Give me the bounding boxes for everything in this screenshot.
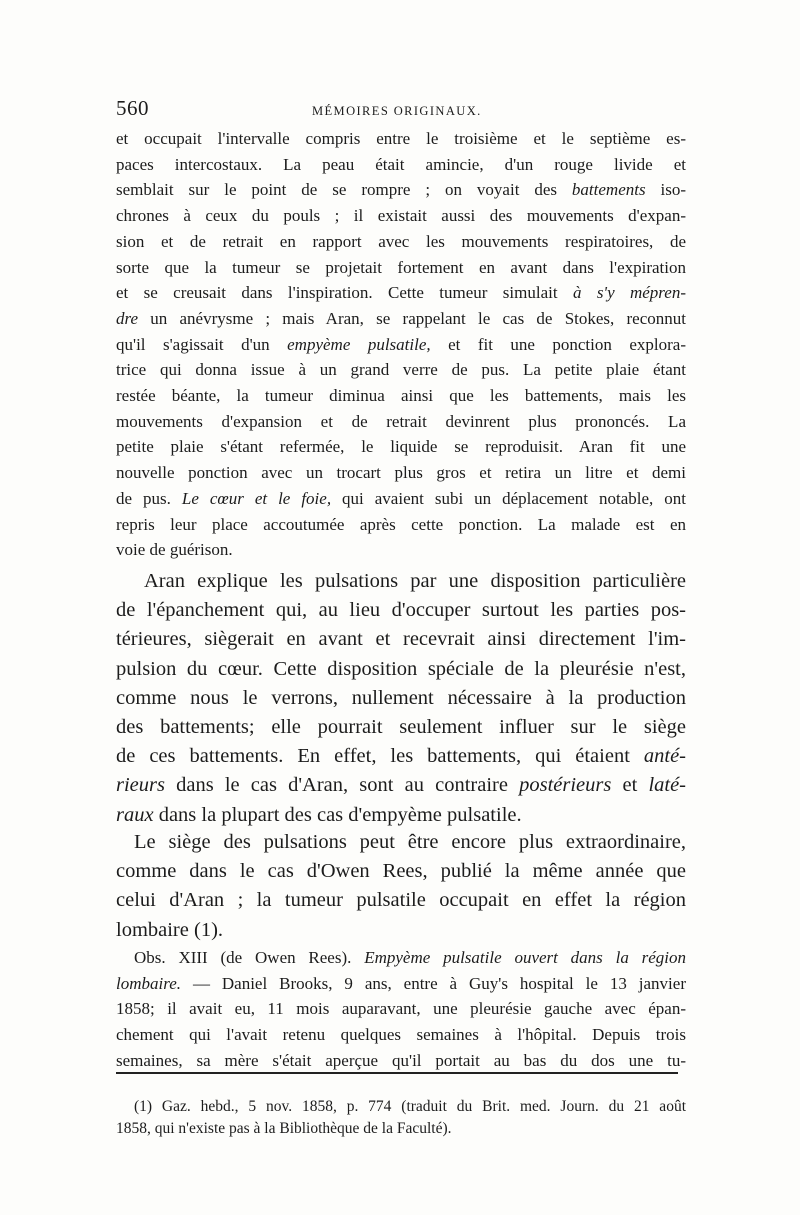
text-line: de ces battements. En effet, les battements, qui étaient anté- (116, 745, 686, 768)
text-line: nouvelle ponction avec un trocart plus gros et retira un litre et demi (116, 463, 686, 483)
page-header (116, 96, 686, 126)
italic-text: lombaire. (116, 973, 182, 993)
text-line: sorte que la tumeur se projetait fortement en avant dans l'expiration (116, 257, 686, 277)
italic-text: Empyème pulsatile ouvert dans la région (364, 948, 687, 967)
text-line: des battements; elle pourrait seulement influer sur le siège (116, 716, 686, 739)
italic-text: dre (116, 308, 139, 328)
text-line: pulsion du cœur. Cette disposition spéciale de la pleurésie n'est, (116, 657, 686, 680)
text-line: comme nous le verrons, nullement nécessaire à la production (116, 686, 686, 709)
text-line: celui d'Aran ; la tumeur pulsatile occupait en effet la région (116, 889, 686, 912)
italic-text: empyème pulsatile, (287, 334, 431, 354)
text-line: lombaire. — Daniel Brooks, 9 ans, entre à Guy's hospital le 13 janvier (116, 973, 686, 993)
text-line: sion et de retrait en rapport avec les mouvements respiratoires, de (116, 231, 686, 251)
text-line: paces intercostaux. La peau était amincie, d'un rouge livide et (116, 154, 686, 174)
italic-text: postérieurs (519, 774, 612, 797)
page-number: 560 (116, 96, 149, 120)
italic-text: rieurs (116, 774, 165, 797)
text-line: dre un anévrysme ; mais Aran, se rappelant le cas de Stokes, reconnut (116, 308, 686, 328)
paragraph-aran-explanation (116, 567, 686, 830)
text-line: Obs. XIII (de Owen Rees). Empyème pulsatile ouvert dans la région (134, 948, 687, 967)
text-line: semblait sur le point de se rompre ; on voyait des battements iso- (116, 180, 687, 200)
text-line: raux dans la plupart des cas d'empyème pulsatile. (116, 803, 522, 826)
text-line: qu'il s'agissait d'un empyème pulsatile, et fit une ponction explora- (116, 334, 686, 354)
footnote-divider (116, 1072, 678, 1074)
observation-xiii (116, 945, 686, 1074)
text-line: chrones à ceux du pouls ; il existait aussi des mouvements d'expan- (116, 206, 686, 226)
italic-text: battements (571, 180, 646, 200)
text-line: et occupait l'intervalle compris entre le troisième et le septième es- (116, 129, 686, 148)
text-line: et se creusait dans l'inspiration. Cette tumeur simulait à s'y mépren- (116, 283, 686, 303)
text-line: 1858; il avait eu, 11 mois auparavant, une pleurésie gauche avec épan- (116, 999, 686, 1019)
text-line: restée béante, la tumeur diminua ainsi que les battements, mais les (116, 386, 686, 406)
text-line: Aran explique les pulsations par une disposition particulière (144, 570, 686, 592)
text-line: mouvements d'expansion et de retrait devinrent plus prononcés. La (116, 411, 686, 431)
text-line: petite plaie s'étant refermée, le liquide se reproduisit. Aran fit une (116, 437, 686, 457)
italic-text: à s'y mépren- (572, 283, 686, 303)
italic-text: raux (116, 803, 154, 826)
footnote-line: (1) Gaz. hebd., 5 nov. 1858, p. 774 (traduit du Brit. med. Journ. du 21 août (134, 1098, 686, 1115)
italic-text: anté- (643, 745, 686, 768)
italic-text: laté- (648, 774, 687, 797)
text-line: térieures, siègerait en avant et recevrait ainsi directement l'im- (116, 628, 686, 651)
text-line: chement qui l'avait retenu quelques semaines à l'hôpital. Depuis trois (116, 1025, 686, 1045)
text-line: rieurs dans le cas d'Aran, sont au contraire postérieurs et laté- (116, 774, 687, 797)
paragraph-owen-rees-case (116, 828, 686, 945)
running-title: MÉMOIRES ORIGINAUX. (312, 104, 482, 118)
text-line: de l'épanchement qui, au lieu d'occuper surtout les parties pos- (116, 599, 686, 622)
paragraph-case-description (116, 126, 686, 563)
text-line: de pus. Le cœur et le foie, qui avaient subi un déplacement notable, ont (116, 488, 686, 508)
text-line: repris leur place accoutumée après cette ponction. La malade est en (116, 514, 686, 534)
text-line: trice qui donna issue à un grand verre de pus. La petite plaie étant (116, 360, 686, 380)
text-line: Le siège des pulsations peut être encore plus extraordinaire, (134, 831, 686, 853)
text-line: voie de guérison. (116, 540, 233, 560)
text-line: comme dans le cas d'Owen Rees, publié la même année que (116, 860, 686, 883)
footnote (116, 1096, 686, 1140)
italic-text: Le cœur et le foie, (181, 488, 332, 508)
text-line: semaines, sa mère s'était aperçue qu'il portait au bas du dos une tu- (116, 1050, 686, 1070)
text-line: lombaire (1). (116, 918, 224, 941)
footnote-line: 1858, qui n'existe pas à la Bibliothèque de la Faculté). (116, 1120, 452, 1137)
